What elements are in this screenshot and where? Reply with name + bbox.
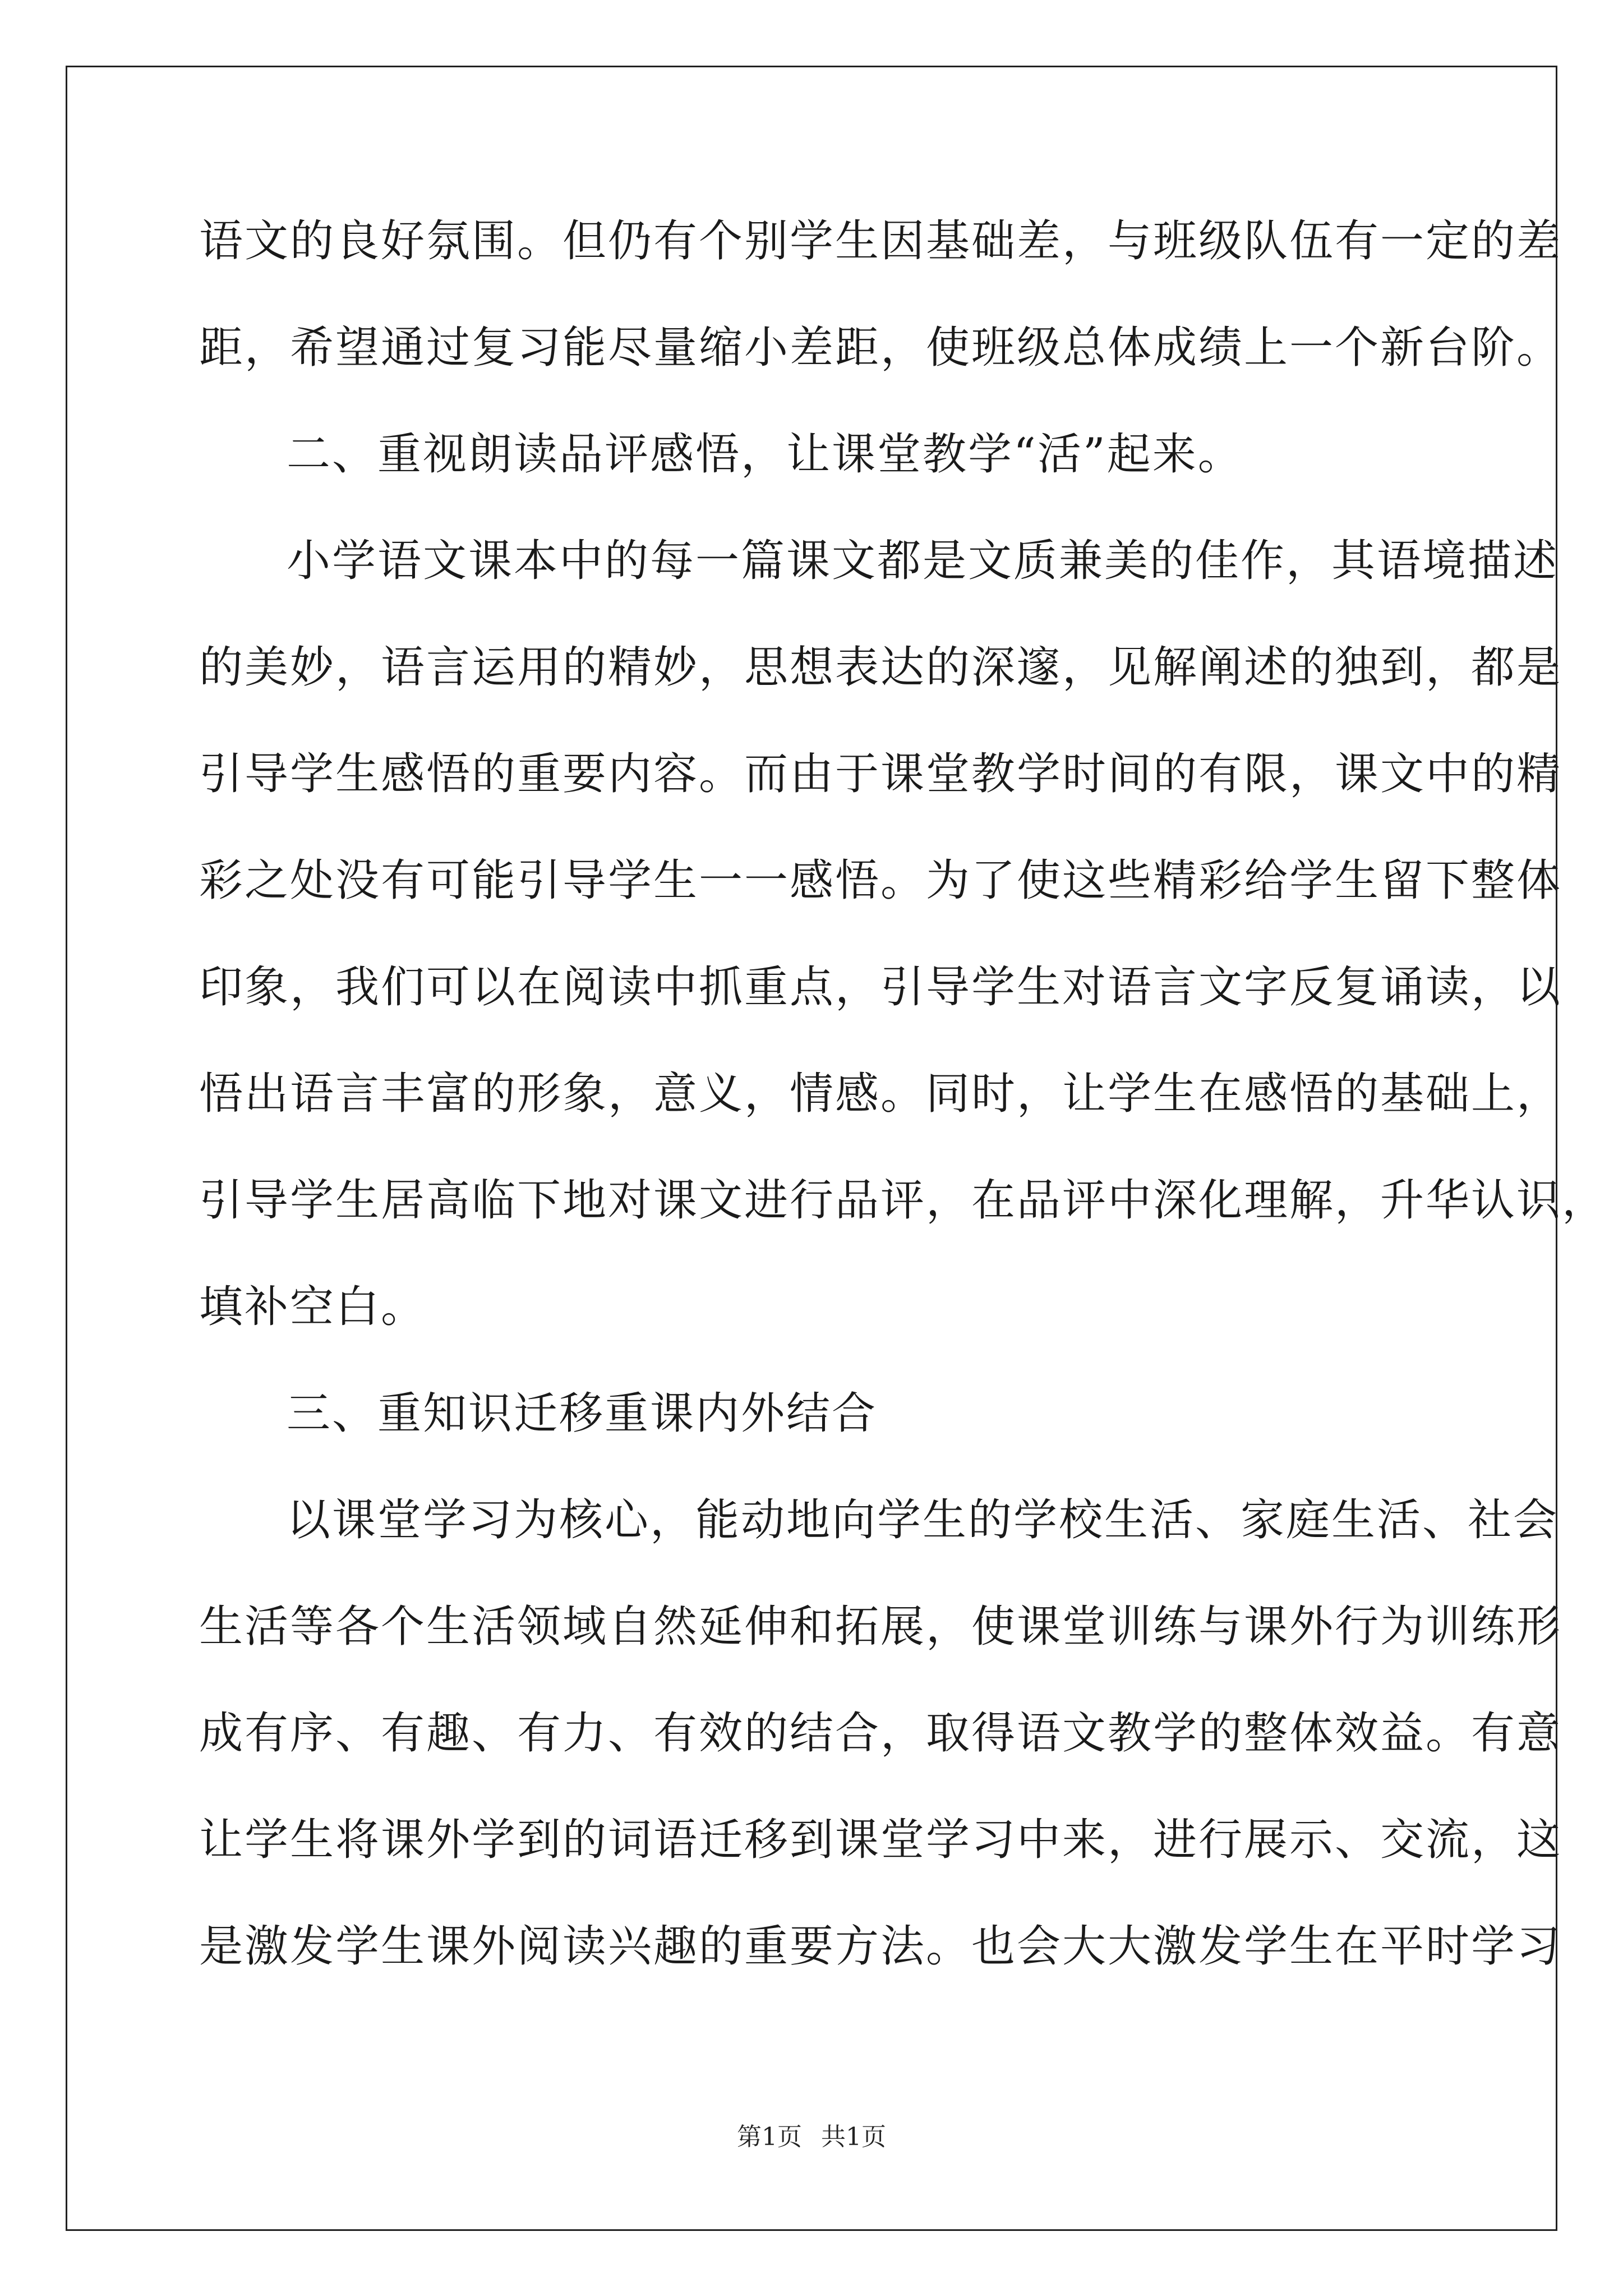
text-line: 让学生将课外学到的词语迁移到课堂学习中来，进行展示、交流，这 (199, 1815, 1562, 1865)
text-line: 印象，我们可以在阅读中抓重点，引导学生对语言文字反复诵读，以 (199, 962, 1562, 1013)
text-line: 距，希望通过复习能尽量缩小差距，使班级总体成绩上一个新台阶。 (199, 323, 1562, 373)
page-footer (0, 2120, 1623, 2154)
text-line: 成有序、有趣、有力、有效的结合，取得语文教学的整体效益。有意 (199, 1708, 1562, 1759)
page-number: 第1页 (737, 2123, 802, 2151)
text-line: 语文的良好氛围。但仍有个别学生因基础差，与班级队伍有一定的差 (199, 216, 1562, 266)
section-heading: 三、重知识迁移重课内外结合 (287, 1388, 878, 1439)
text-line: 引导学生感悟的重要内容。而由于课堂教学时间的有限，课文中的精 (199, 749, 1562, 799)
page-border (66, 66, 1608, 2231)
section-heading: 二、重视朗读品评感悟，让课堂教学“活”起来。 (287, 429, 1243, 480)
text-line: 彩之处没有可能引导学生一一感悟。为了使这些精彩给学生留下整体 (199, 855, 1562, 906)
text-line: 填补空白。 (199, 1282, 427, 1332)
text-line: 引导学生居高临下地对课文进行品评，在品评中深化理解，升华认识， (199, 1175, 1608, 1226)
text-line: 是激发学生课外阅读兴趣的重要方法。也会大大激发学生在平时学习 (199, 1921, 1562, 1972)
page-total: 共1页 (821, 2123, 886, 2151)
text-line: 悟出语言丰富的形象，意义，情感。同时，让学生在感悟的基础上， (199, 1069, 1562, 1119)
text-line: 生活等各个生活领域自然延伸和拓展，使课堂训练与课外行为训练形 (199, 1602, 1562, 1652)
text-line: 以课堂学习为核心，能动地向学生的学校生活、家庭生活、社会 (287, 1495, 1559, 1545)
text-line: 的美妙，语言运用的精妙，思想表达的深邃，见解阐述的独到，都是 (199, 642, 1562, 693)
text-line: 小学语文课本中的每一篇课文都是文质兼美的佳作，其语境描述 (287, 536, 1559, 586)
